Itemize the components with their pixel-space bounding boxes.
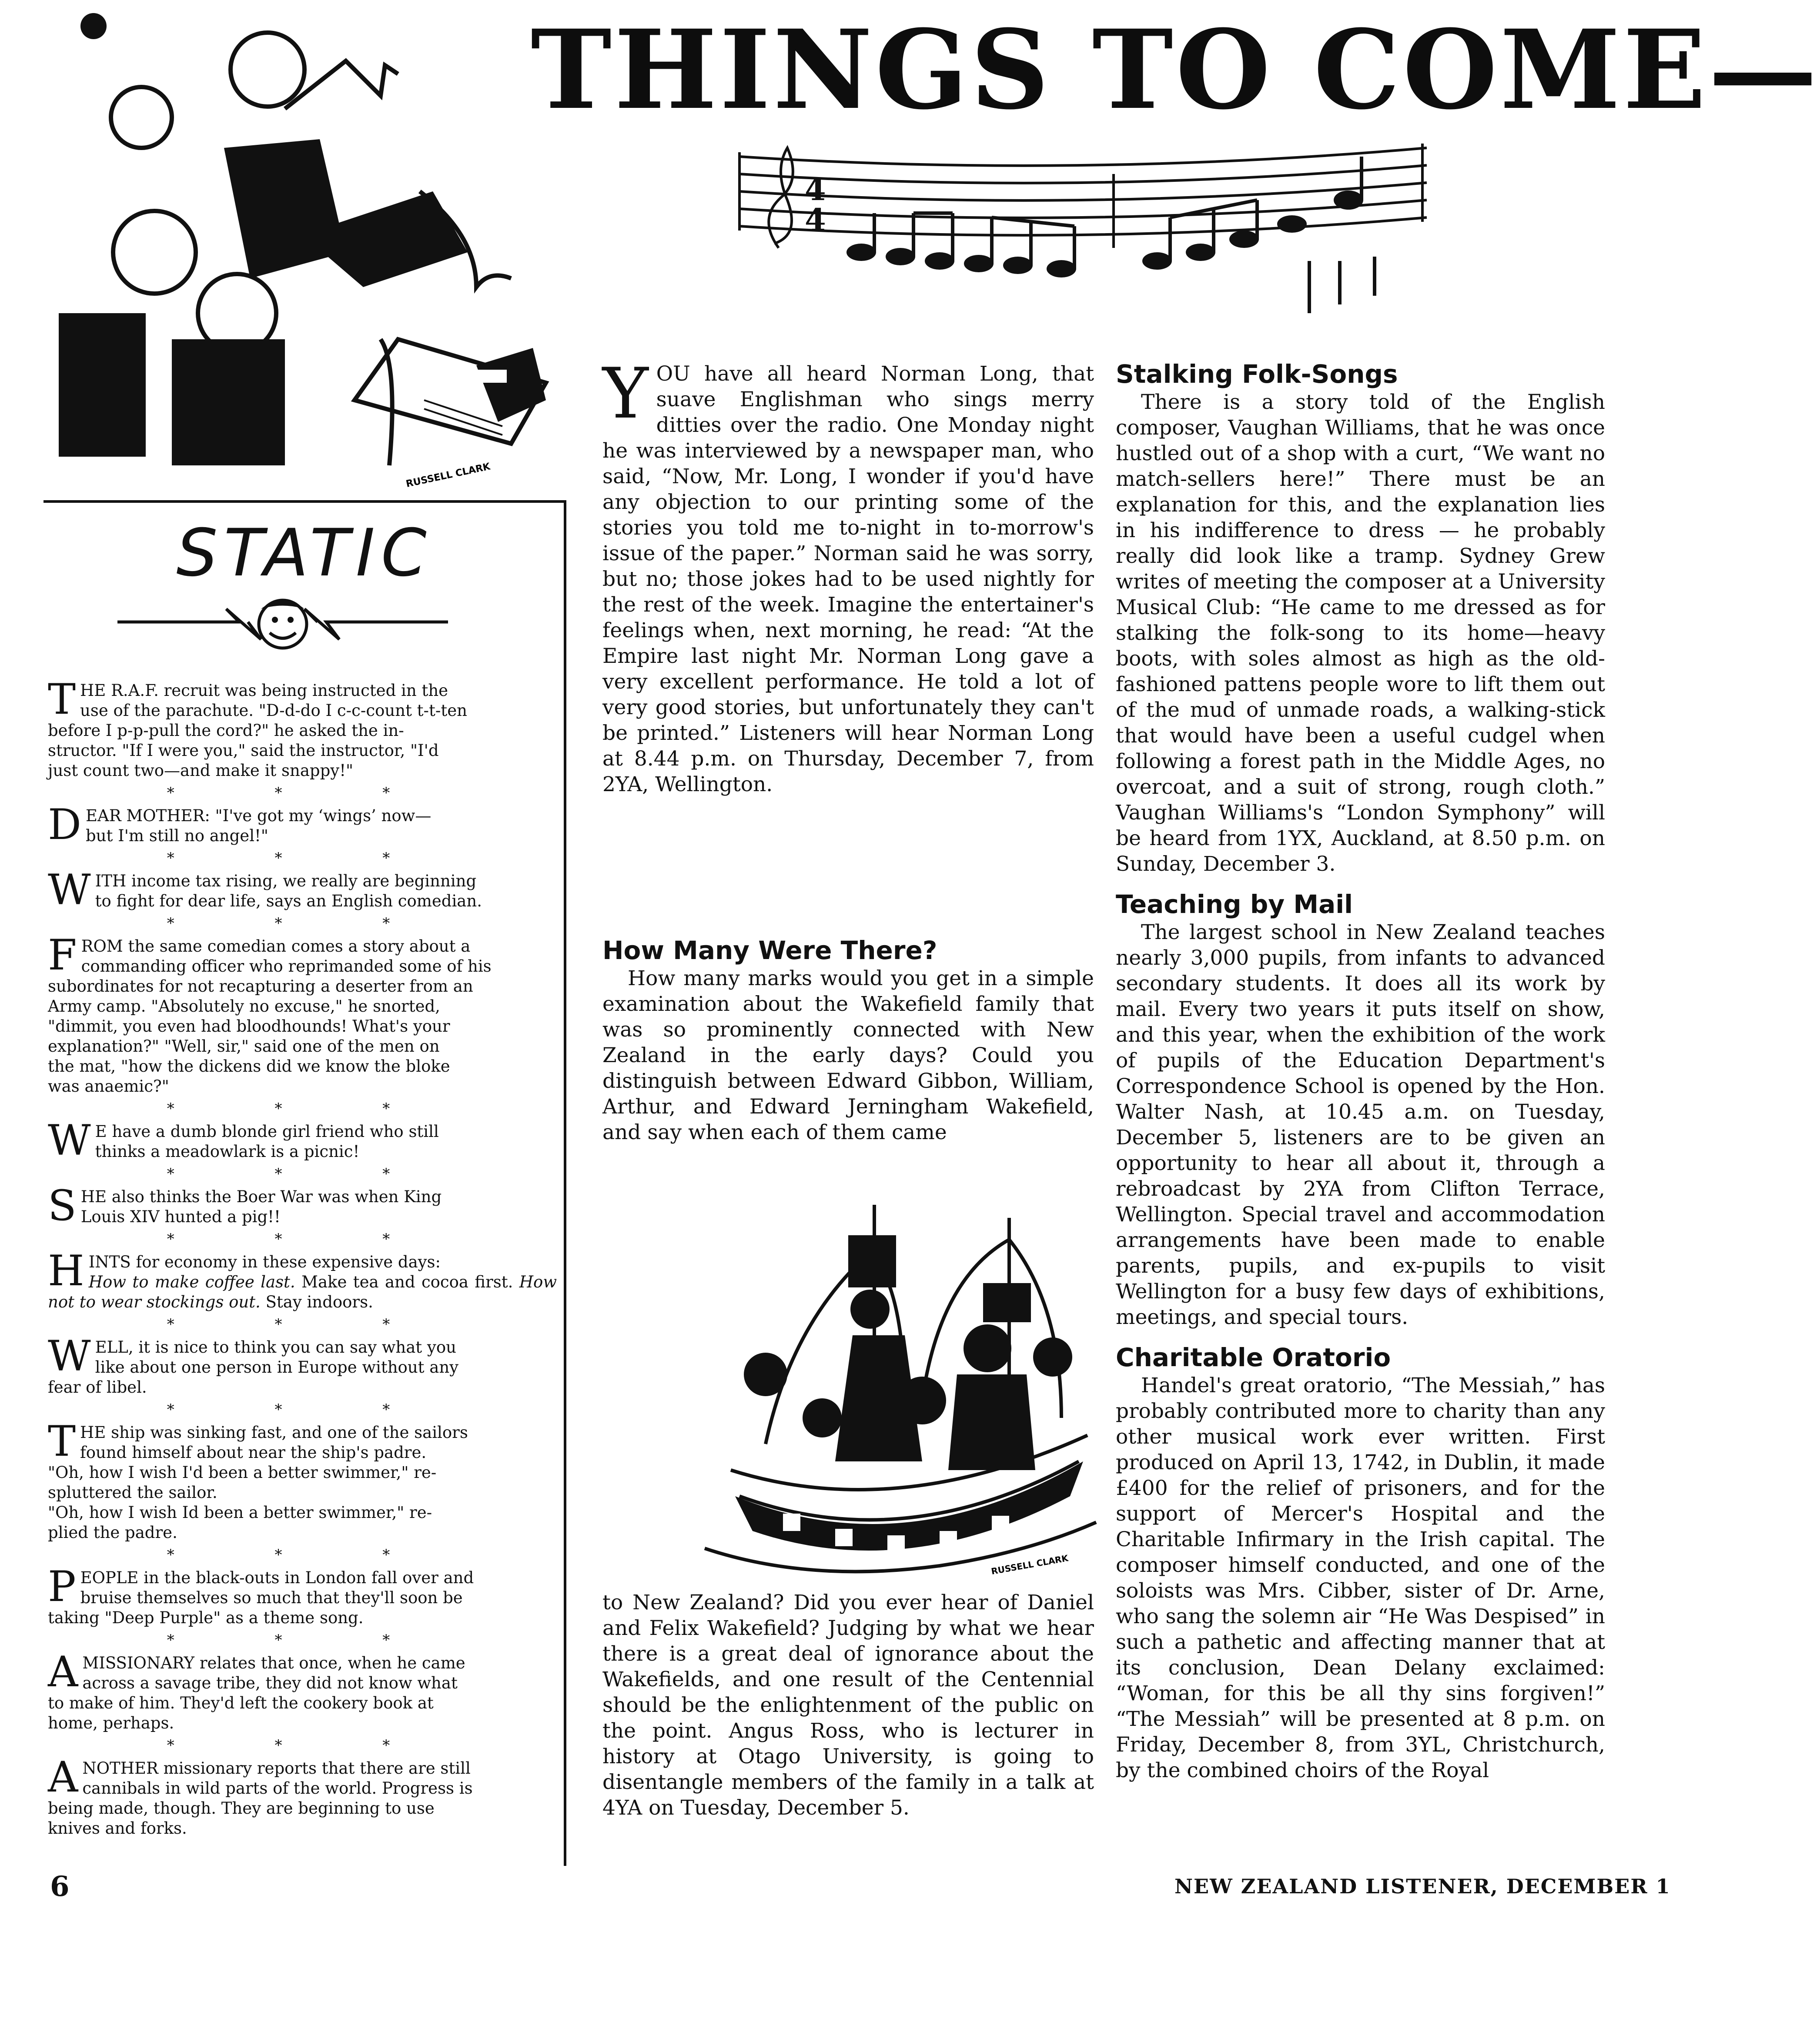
static-logo-icon bbox=[117, 592, 448, 657]
joke-line: HE R.A.F. recruit was being instructed in the bbox=[80, 681, 448, 700]
folk-songs-heading: Stalking Folk-Songs bbox=[1116, 359, 1398, 389]
asterisk-separator: * * * bbox=[167, 1546, 438, 1564]
asterisk-separator: * * * bbox=[167, 849, 438, 867]
joke-line: Louis XIV hunted a pig!! bbox=[80, 1207, 281, 1226]
joke-line: EAR MOTHER: "I've got my ‘wings’ now— bbox=[85, 806, 432, 825]
charitable-oratorio-heading: Charitable Oratorio bbox=[1116, 1343, 1391, 1372]
joke-line: E have a dumb blonde girl friend who still bbox=[95, 1122, 439, 1141]
asterisk-separator: * * * bbox=[167, 1401, 438, 1418]
joke-item bbox=[48, 1417, 557, 1543]
joke-item bbox=[48, 866, 557, 914]
joke-line: ITH income tax rising, we really are beginning bbox=[95, 872, 477, 890]
joke-item bbox=[48, 1247, 557, 1312]
joke-line: Army camp. "Absolutely no excuse," he snorted, bbox=[48, 997, 440, 1016]
joke-drop-cap: P bbox=[48, 1562, 76, 1611]
joke-line: NOTHER missionary reports that there are still bbox=[82, 1759, 471, 1778]
asterisk-separator: * * * bbox=[167, 784, 438, 802]
joke-line: found himself about near the ship's padre. bbox=[80, 1443, 427, 1462]
joke-line: ROM the same comedian comes a story about a bbox=[81, 937, 471, 956]
joke-line: EOPLE in the black-outs in London fall over and bbox=[80, 1568, 474, 1587]
publication-footer: NEW ZEALAND LISTENER, DECEMBER 1 bbox=[1174, 1875, 1671, 1898]
joke-drop-cap: T bbox=[48, 675, 76, 724]
joke-line: use of the parachute. "D-d-do I c-c-count t-t-ten bbox=[80, 701, 467, 720]
asterisk-separator: * * * bbox=[167, 1165, 438, 1183]
joke-line: just count two—and make it snappy!" bbox=[48, 761, 354, 780]
joke-drop-cap: A bbox=[48, 1648, 78, 1696]
joke-line: but I'm still no angel!" bbox=[85, 826, 268, 845]
asterisk-separator: * * * bbox=[167, 1230, 438, 1248]
joke-fragment: Stay indoors. bbox=[260, 1293, 373, 1311]
joke-line: cannibals in wild parts of the world. Progress is bbox=[82, 1779, 473, 1798]
jokes-list bbox=[48, 675, 557, 1838]
band-artist-signature: RUSSELL CLARK bbox=[405, 461, 492, 490]
joke-drop-cap: S bbox=[48, 1181, 77, 1230]
wakefield-article-continued bbox=[602, 1590, 1094, 1859]
joke-item bbox=[48, 1116, 557, 1165]
svg-text:4: 4 bbox=[805, 171, 826, 207]
norman-long-text: OU have all heard Norman Long, that suave Englishman who sings merry ditties over the radio. One Monday night he was interviewed by a newspaper man, who said, “Now, Mr. Long, I wonder if you'd have any objection to our printing some of the stories you told me to-night in to-morrow's issue of the paper.” Norman said he was sorry, but no; those jokes had to be used nightly for the rest of the week. Imagine the entertainer's feelings when, next morning, he read: “At the Empire last night Mr. Norman Long gave a very excellent performance. He told a lot of very good stories, but unfortunately they can't be printed.” Listeners will hear Norman Long at 8.44 p.m. on Thursday, December 7, from 2YA, Wellington. bbox=[602, 362, 1094, 796]
joke-line: the mat, "how the dickens did we know the bloke bbox=[48, 1057, 450, 1076]
joke-item bbox=[48, 1332, 557, 1397]
asterisk-separator: * * * bbox=[167, 1737, 438, 1754]
joke-drop-cap: F bbox=[48, 931, 77, 979]
page-number: 6 bbox=[50, 1870, 70, 1903]
jazz-band-illustration bbox=[41, 9, 563, 496]
joke-line: "Oh, how I wish Id been a better swimmer," re- bbox=[48, 1503, 432, 1522]
joke-line: like about one person in Europe without any bbox=[95, 1358, 459, 1377]
joke-fragment: Make tea and cocoa first. bbox=[295, 1273, 519, 1291]
joke-drop-cap: W bbox=[48, 866, 91, 914]
joke-line: subordinates for not recapturing a deserter from an bbox=[48, 977, 473, 996]
music-staff-illustration bbox=[731, 130, 1427, 326]
joke-line: HE also thinks the Boer War was when King bbox=[80, 1187, 442, 1206]
joke-line: "Oh, how I wish I'd been a better swimmer," re- bbox=[48, 1463, 437, 1482]
wakefield-article bbox=[602, 935, 1094, 1196]
wakefield-heading: How Many Were There? bbox=[602, 936, 937, 965]
joke-line: to fight for dear life, says an English comedian. bbox=[95, 892, 482, 910]
norman-long-article bbox=[602, 353, 1094, 918]
joke-line: taking "Deep Purple" as a theme song. bbox=[48, 1608, 364, 1627]
joke-line: INTS for economy in these expensive days: bbox=[88, 1253, 441, 1271]
ship-artist-signature: RUSSELL CLARK bbox=[990, 1553, 1069, 1577]
joke-item bbox=[48, 931, 557, 1096]
joke-line: fear of libel. bbox=[48, 1378, 147, 1397]
joke-line: was anaemic?" bbox=[48, 1077, 169, 1096]
asterisk-separator: * * * bbox=[167, 1316, 438, 1333]
right-column bbox=[1116, 359, 1605, 1881]
teaching-by-mail-heading: Teaching by Mail bbox=[1116, 889, 1353, 919]
joke-line: spluttered the sailor. bbox=[48, 1483, 217, 1502]
joke-line: plied the padre. bbox=[48, 1523, 177, 1542]
joke-line: knives and forks. bbox=[48, 1819, 187, 1838]
joke-line: HE ship was sinking fast, and one of the sailors bbox=[80, 1423, 468, 1442]
joke-drop-cap: A bbox=[48, 1753, 78, 1802]
asterisk-separator: * * * bbox=[167, 1631, 438, 1649]
drop-cap: Y bbox=[602, 353, 649, 434]
joke-line: explanation?" "Well, sir," said one of the men on bbox=[48, 1037, 440, 1056]
joke-fragment: How not to wear stockings out. bbox=[48, 1273, 557, 1311]
joke-line: across a savage tribe, they did not know what bbox=[82, 1674, 458, 1692]
static-top-rule bbox=[43, 500, 565, 503]
joke-drop-cap: W bbox=[48, 1116, 91, 1165]
joke-line: home, perhaps. bbox=[48, 1714, 174, 1732]
joke-line: bruise themselves so much that they'll soon be bbox=[80, 1588, 463, 1607]
joke-item bbox=[48, 675, 557, 781]
static-section-title: STATIC bbox=[176, 515, 433, 591]
joke-item bbox=[48, 1181, 557, 1230]
joke-item bbox=[48, 800, 557, 849]
static-jokes-column bbox=[48, 675, 557, 1864]
joke-line: MISSIONARY relates that once, when he came bbox=[82, 1654, 465, 1672]
asterisk-separator: * * * bbox=[167, 915, 438, 932]
wakefield-ship-illustration bbox=[679, 1192, 1114, 1588]
joke-extra-line bbox=[48, 1272, 557, 1312]
joke-line: commanding officer who reprimanded some of his bbox=[81, 957, 492, 976]
teaching-by-mail-text: The largest school in New Zealand teaches nearly 3,000 pupils, from infants to advanced secondary students. It does all its work by mail. Every two years it puts itself on show, and this year, when the exhibition of the work of pupils of the Education Department's Correspondence School is opened by the Hon. Walter Nash, at 10.45 a.m. on Tuesday, December 5, listeners are to be given an opportunity to hear all about it, through a rebroadcast by 2YA from Clifton Terrace, Wellington. Special travel and accommodation arrangements have been made to enable parents, pupils, and ex-pupils to visit Wellington for a busy few days of exhibitions, meetings, and special tours. bbox=[1116, 920, 1605, 1329]
joke-drop-cap: D bbox=[48, 800, 81, 849]
joke-line: "dimmit, you even had bloodhounds! What's your bbox=[48, 1017, 450, 1036]
joke-line: structor. "If I were you," said the instructor, "I'd bbox=[48, 741, 439, 760]
folk-songs-text: There is a story told of the English composer, Vaughan Williams, that he was once hustled out of a shop with a curt, “We want no match-sellers here!” There must be an explanation for this, and the explanation lies in his indifference to dress — he probably really did look like a tramp. Sydney Grew writes of meeting the composer at a University Musical Club: “He came to me dressed as for stalking the folk-song to its home—heavy boots, with soles almost as high as the old-fashioned pattens people wore to lift them out of the mud of unmade roads, a walking-stick that would have been a useful cudgel when following a forest path in the Middle Ages, no overcoat, and a suit of strong, rough cloth.” Vaughan Williams's “London Symphony” will be heard from 1YX, Auckland, at 8.50 p.m. on Sunday, December 3. bbox=[1116, 390, 1605, 876]
asterisk-separator: * * * bbox=[167, 1100, 438, 1117]
joke-drop-cap: W bbox=[48, 1332, 91, 1381]
joke-line: being made, though. They are beginning to use bbox=[48, 1799, 435, 1818]
column-divider bbox=[564, 500, 566, 1866]
joke-item bbox=[48, 1562, 557, 1628]
joke-item bbox=[48, 1648, 557, 1733]
joke-drop-cap: T bbox=[48, 1417, 76, 1466]
joke-line: thinks a meadowlark is a picnic! bbox=[95, 1142, 360, 1161]
joke-line: ELL, it is nice to think you can say what you bbox=[95, 1338, 456, 1357]
wakefield-text-part-2: to New Zealand? Did you ever hear of Daniel and Felix Wakefield? Judging by what we hear there is a great deal of ignorance about the Wakefields, and one result of the Centennial should be the enlightenment of the public on the point. Angus Ross, who is lecturer in history at Otago University, is going to disentangle members of the family in a talk at 4YA on Tuesday, December 5. bbox=[602, 1591, 1094, 1820]
joke-line: before I p-p-pull the cord?" he asked the in- bbox=[48, 721, 404, 740]
joke-line: to make of him. They'd left the cookery book at bbox=[48, 1694, 434, 1712]
page-title: THINGS TO COME— bbox=[531, 6, 1820, 134]
svg-text:4: 4 bbox=[805, 202, 826, 238]
charitable-oratorio-text: Handel's great oratorio, “The Messiah,” has probably contributed more to charity than any other musical work ever written. First produced on April 13, 1742, in Dublin, it made £400 for the relief of prisoners, and for the support of Mercer's Hospital and the Charitable Infirmary in the Irish capital. The composer himself conducted, and one of the soloists was Mrs. Cibber, sister of Dr. Arne, who sang the solemn air “He Was Despised” in such a pathetic and affecting manner that at its conclusion, Dean Delany exclaimed: “Woman, for this be all thy sins forgiven!” “The Messiah” will be presented at 8 p.m. on Friday, December 8, from 3YL, Christchurch, by the combined choirs of the Royal bbox=[1116, 1374, 1605, 1782]
wakefield-text-part-1: How many marks would you get in a simple examination about the Wakefield family that was so prominently connected with New Zealand in the early days? Could you distinguish between Edward Gibbon, William, Arthur, and Edward Jerningham Wakefield, and say when each of them came bbox=[602, 966, 1094, 1144]
joke-drop-cap: H bbox=[48, 1247, 84, 1295]
joke-item bbox=[48, 1753, 557, 1838]
joke-fragment: How to make coffee last. bbox=[88, 1273, 295, 1291]
